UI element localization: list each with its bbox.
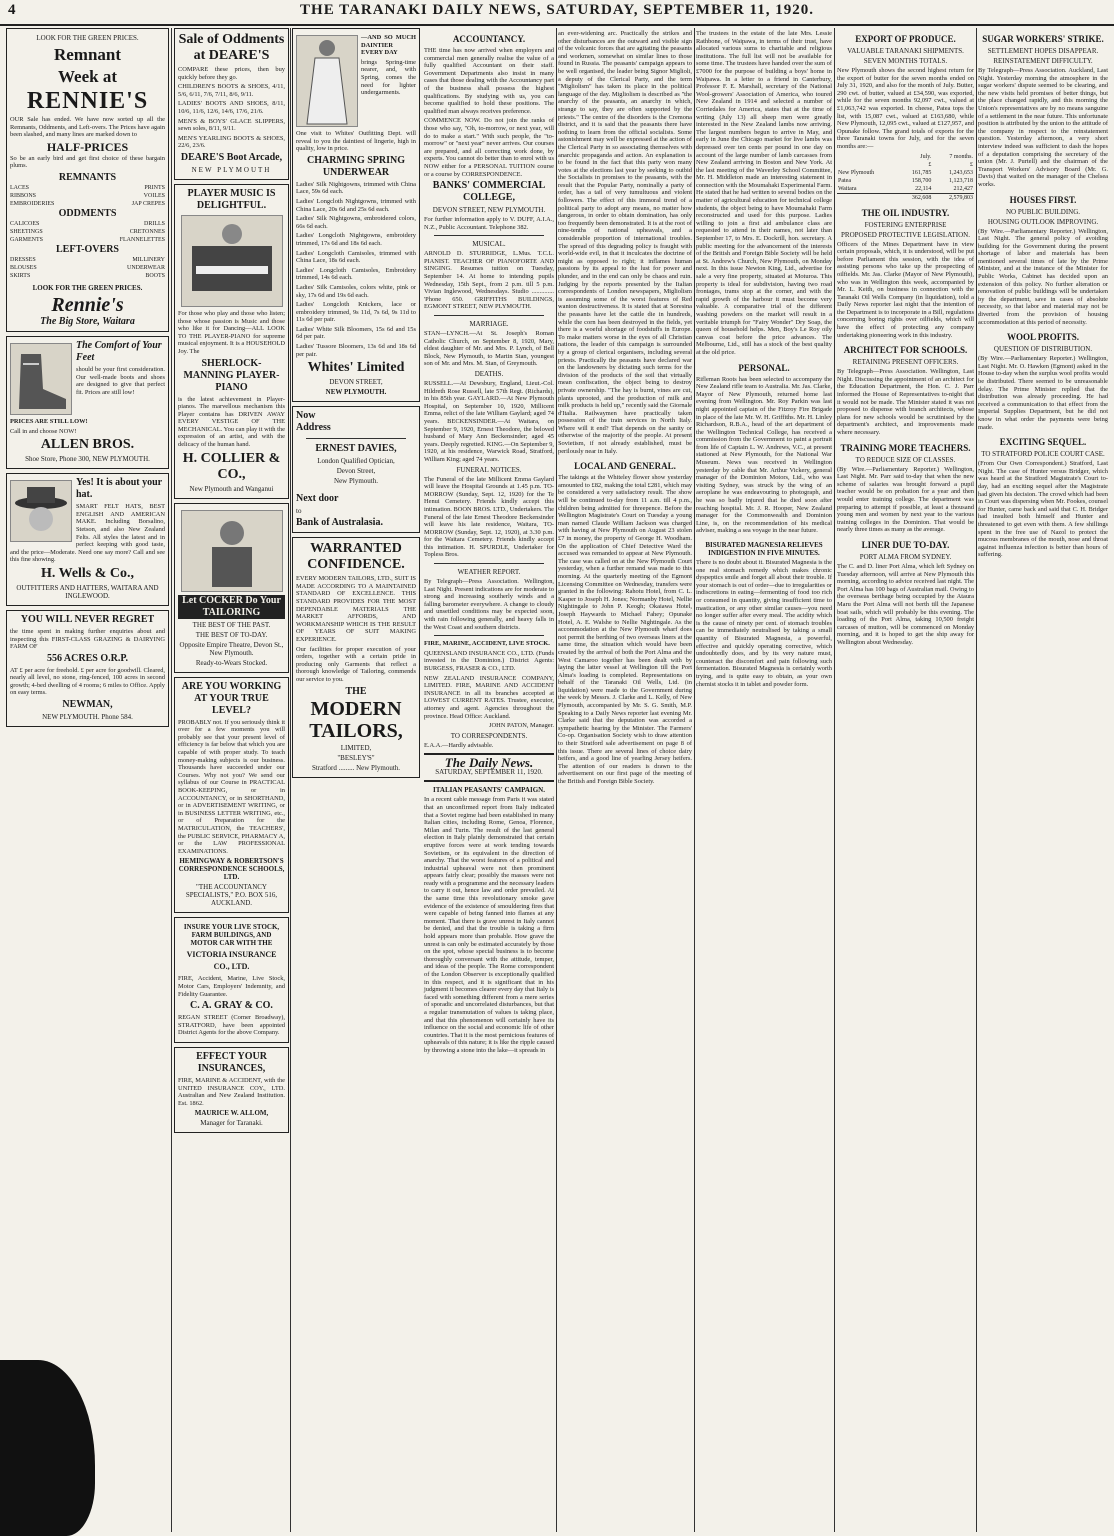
sugar-body: By Telegraph—Press Association. Auckland, Last Night. Yesterday morning the atmosphere in the sugar workers' dispute seemed to be clearing, and the new visits held promises of better things, but the place changed rapidly, and this morning the Union's representatives are by no means sanguine of a settlement in the near future. This unfortunate position is attributed by the union to the attitude of the company in respect to the reinstatement question. Yesterday afternoon, a very short interview indeed was sufficient to dash the hopes of a deputation comprising the secretary of the union (Mr. J. Purtell) and the chairman of the Transport Workers' Advisory Board (Mr. G. Davis) that waited on the manager of the Chelsea works. [978,67,1108,188]
farm-rest: AT £ per acre for freehold. £ per acre for goodwill. Cleared, nearly all level, no stone, ring-fenced, 100 acres in second growth; 4-bed dwelling of 4 rooms; 6 miles to Office. Apply on easy terms. [10,666,165,697]
remnant-row: RIBBONS VOILES [10,192,165,199]
deaths-head: DEATHS. [474,370,504,378]
hat-man-icon [11,481,71,541]
hats-firm: H. Wells & Co., [40,565,135,581]
masthead-title: THE TARANAKI DAILY NEWS, SATURDAY, SEPTEMBER 11, 1920. [300,2,814,18]
column-rule [694,28,695,1532]
column-3 [292,28,554,1536]
victoria-agent: C. A. GRAY & CO. [190,1000,273,1012]
liner-head: LINER DUE TO-DAY. [861,539,950,550]
rennies-intro: LOOK FOR THE GREEN PRICES. [36,34,139,42]
houses-sub: NO PUBLIC BUILDING. [1005,207,1081,216]
wells-advertisement [6,473,169,606]
weather-body: By Telegraph—Press Association. Wellington, Last Night. Present indications are for moderate to strong and increasing southerly winds and a falling barometer everywhere. A change to cloudy and unsettled conditions may be expected soon, with rain following generally, and heavy falls in the West Coast and southern districts. [424,578,554,631]
musical-head: MUSICAL. [472,240,506,249]
oddments-title: ODDMENTS [58,207,117,219]
rennies-outro: LOOK FOR THE GREEN PRICES. [32,283,143,292]
davies-street: Devon Street, [336,467,376,476]
rennies-half-prices: HALF-PRICES [46,139,129,154]
local-continued: The trustees in the estate of the late Mrs. Lessie Rathbone, of Waipawa, in terms of their trust, have allocated various sums to charitable and religious institutions. The full list will not be available for some time. The trustees have handed over the sum of £7000 for the purpose of building a boys' home in Waipawa. In a letter to a friend in Canterbury, Professor F. E. Marshall, secretary of the National Wool-growers' Association of America, who toured New Zealand in 1914 and selected a number of Corriedales for America, states that at the time of writing (July 13) all sheep men were greatly interested in the New Zealand lambs now arriving. The largest numbers begun to arrive in May, and early in June the Chicago market for live lambs was depressed over ten cents per pound in one day on account of the large number of lamb carcasses from New Zealand arriving in Boston and New York. At the last meeting of the Waverley School Committee, Mr. H. Middleton made an interesting statement in connection with the Moumahaki Experimental Farm. He stated that he had written to several bodies on the matter of agricultural education for technical college students, the object being to have Moumahaki Farm reconstructed and used for this purpose. Ladies willing to join a first aid ambulance class are requested to attend in their names, not later than September 17, to Mrs. E. Dockrill, hon. secretary. A public meeting for the advancement of the interests of the British and Foreign Bible Society will be held at St. Andrew's Church, New Plymouth, on Monday next. In this issue Newton King, Ltd., advertise for sale a very fine property, situated at Moturoa. This property is ideal for subdivision, having two road frontages, trams stop at the corner, and with the rapid growth of the harbour it must become very valuable. A comparative trial of the different washing powders on the market will result in a veritable triumph for "Fairy Wonder" Dry Soap, the queen of household helps. Men, Boy's Le Roy oily canvas coat before the price advances. The Melbourne, Ltd., still has a stock of the best quality at the old price. [696,30,832,356]
rennies-body: OUR Sale has ended. We have now sorted up all the Remnants, Oddments, and Left-overs. The Prices have again been slashed, and many lines are marked down to [10,116,165,139]
cocker-line4: Ready-to-Wears Stocked. [195,658,268,667]
whites-item: Ladies' Longcloth Knickers, lace or embroidery trimmed, 9s 11d, 7s 6d, 9s 11d to 11s 6d per pair. [296,301,416,324]
marriage-head: MARRIAGE. [469,320,509,329]
tailors-besleys: "BESLEY'S" [337,753,375,762]
oddment-row: CALICOES DRILLS [10,220,165,227]
magnesia-body: There is no doubt about it. Bisurated Magnesia is the one real stomach remedy which makes chronic dyspeptics smile and forget all about their trouble. If your stomach is out of order—due to irregularities or indiscretions in eating—fermenting of food too rich or consumed in quantity, giving insufficient time to mastication, or any other similar causes—you need no longer suffer after every meal. The acidity which is the cause of ninety per cent. of stomach troubles can be immediately neutralised by taking a small quantity of Bisurated Magnesia, a powerful, effective and quickly operating corrective, which undoubtedly does, and by its very nature must, counteract the discomfort and pain following such fermentation. Bisurated Magnesia is certainly worth trying, and is quite easy to obtain, as your own chemist stocks it in tablet and powder form. [696,559,832,688]
liner-sub: PORT ALMA FROM SYDNEY. [859,552,952,561]
rennies-name: RENNIE'S [26,88,149,114]
sugar-sub2: REINSTATEMENT DIFFICULTY. [993,57,1093,65]
davies-bank: Bank of Australasia. [296,517,383,529]
collier-advertisement [174,184,289,499]
accountancy-head: ACCOUNTANCY. [452,34,526,44]
column-1 [6,28,169,1536]
houses-body: (By Wire.—Parliamentary Reporter.) Wellington, Last Night. The general policy of avoiding building for the Government during the present shortage of labor and materials has been mentioned several times of late by the Prime Minister, and at the instance of the Minister for Public Works, Cabinet has decided upon an extension of this policy. No further alteration or renovation of public buildings will be undertaken by the department, save in cases of absolute necessity, so that labor and material may not be diverted from the provision of housing accommodation at this period of necessity. [978,227,1108,326]
davies-to: to [296,507,302,516]
tailors-towns: Stratford ......... New Plymouth. [311,763,401,772]
player-product: SHERLOCK-MANNING PLAYER-PIANO [183,357,280,393]
insurance-fire: FIRE, MARINE, ACCIDENT, LIVE STOCK. [424,640,550,648]
banks-address: DEVON STREET, NEW PLYMOUTH. [432,206,546,215]
architect-body: By Telegraph—Press Association. Wellington, Last Night. Discussing the appointment of an architect for the Education Department, the Hon. C. J. Parr informed the House of Representatives to-night that it would not be made. The Minister stated it was not proposed to dispense with branch architects, whose plans for new schools would be scrutinised by the department's architect, and improvements made where necessary. [837,368,974,436]
editorial-body: In a recent cable message from Paris it was stated that an unconfirmed report from Italy indicated that a Soviet regime had been established in many Italian cities, including Rome, Genoa, Florence, Milan and Turin. The result of the last general election in Italy plainly demonstrated that certain eruptive forces were at work tending towards Sovietism, or its equivalent in the direction of anarchy. That the worst features of a political and industrial upheaval were not then prominent appears fairly clear; possibly the masses were not ready with a programme and the necessary leaders to carry it out, hence law and order prevailed. At the same time this revolutionary smoke gave evidence of the existence of smouldering fires that were capable of being fanned into flames at any moment. That there is grave unrest in Italy cannot be denied, and that the trouble is taking a firm hold appears more than probable. How grave the unrest is can only be estimated accurately by those on the spot, whose special business is to become thoroughly conversant with the attitude, temper, and ideas of the people. The Rome correspondent of the London Observer is exceptionally qualified in this respect, and it is significant that in his judgment it becomes clearer every day that Italy is faced with something different from a mere series of sporadic and uncorrelated disturbances, but that a regular transmutation of values is taking place, and that this phenomenon will certainly have its influence on the social and economic life of other countries. That it is the most pernicious features of upheavals of this nature; it is like the ripple caused by throwing a stone into the lake—it spreads in [424,796,554,1054]
warranted-title: WARRANTED [310,541,402,557]
modern-tailors-advertisement [292,537,420,777]
cocker-title: Let COCKER Do Your TAILORING [178,595,285,619]
lady-illustration [296,35,358,127]
hats-body: SMART FELT HATS, BEST ENGLISH AND AMERICAN MAKE. Including Borsalino, Stetson, and also New Zealand Felts. All styles the latest and in perfect keeping with good taste, and the price—Moderate. Need one say more? Call and see this fine showing. [10,503,165,564]
wool-head: WOOL PROFITS. [1006,332,1079,343]
editorial-paper-title: The Daily News. [444,755,534,771]
whites-item: Ladies' Silk Nightgowns, trimmed with China Lace, 59s 6d each. [296,180,416,196]
editorial-head: ITALIAN PEASANTS' CAMPAIGN. [433,786,545,795]
hemingway-advertisement [174,677,289,914]
banks-head: BANKS' COMMERCIAL COLLEGE, [432,180,546,204]
oddment-row: SHEETINGS CRETONNES [10,228,165,235]
victoria-agent-body: REGAN STREET (Corner Broadway), STRATFORD, have been appointed District Agents for the above Company. [178,1014,285,1037]
warranted-confidence: CONFIDENCE. [307,557,405,573]
leftover-row: BLOUSES UNDERWEAR [10,264,165,271]
sugar-sub: SETTLEMENT HOPES DISAPPEAR. [987,47,1099,55]
rennies-store-name: Rennie's [51,293,124,316]
warranted-body2: Our facilities for proper execution of your orders, together with a certain pride in producing only Garments that reflect a thorough knowledge of Tailoring, commends our service to you. [296,645,416,683]
architect-sub: RETAINING PRESENT OFFICERS. [852,358,959,367]
remnants-title: REMNANTS [58,171,117,183]
correspondents-body: E.A.A.—Hardly advisable. [424,741,494,749]
davies-advertisement [292,406,420,533]
deares-title: Sale of Oddments at DEARE'S [178,32,285,63]
farm-agent: NEWMAN, [62,699,113,711]
rennies-store-tag: The Big Store, Waitara [40,315,135,327]
hats-headline: Yes! It is about your hat. [76,477,162,501]
lady-figure-icon [297,36,357,126]
collier-town: New Plymouth and Wanganui [189,484,274,493]
cocker-advertisement [174,503,289,673]
whites-item: Ladies' Silk Nightgowns, embroidered colors, 66s 6d each. [296,215,416,230]
piano-illustration [181,215,283,307]
whites-item: Ladies' Tussore Bloomers, 13s 6d and 18s 6d per pair. [296,343,416,358]
player-body: For those who play and those who listen; those whose passion is Music and those who like it for Dancing—ALL LOOK TO THE PLAYER-PIANO for supreme musical enjoyment. It is a HOUSEHOLD Joy. The [178,309,285,355]
teachers-sub: TO REDUCE SIZE OF CLASSES. [855,455,956,464]
boot-illustration [10,343,72,415]
united-headline: EFFECT YOUR INSURANCES, [196,1050,267,1074]
deares-intro: COMPARE these prices, then buy quickly before they go. [178,66,285,81]
sequel-sub: TO STRATFORD POLICE COURT CASE. [981,450,1105,459]
column-7 [978,28,1108,1536]
whites-item: Ladies' Longcloth Nightgowns, trimmed with China Lace, 20s 6d and 25s 6d each. [296,197,416,213]
rennies-advertisement [6,28,169,332]
masthead [0,0,1114,26]
divider [434,563,544,564]
produce-sub: VALUABLE TARANAKI SHIPMENTS. [847,47,964,55]
deaths-body: RUSSELL.—At Dewsbury, England, Lieut.-Col. Hildreth Rose Russell, late 57th Regt. (Richards), in his 85th year. GAYLARD.—At New Plymouth Hospital, on September 10, 1920, Millicent Emma, relict of the late William Gaylard; aged 74 years. BECKENSINDER.—At Waitara, on September 9, 1920, Ernest Theodore, the beloved husband of Mary Ann Beckensinder; aged 45 years. Deeply regretted. KING.—On September 9, 1920, at his residence, Warwick Road, Stratford, William King; aged 74 years. [424,380,554,463]
whites-firm: Whites' Limited [307,360,405,376]
insurance-queensland: QUEENSLAND INSURANCE CO., LTD. (Funds invested in the Dominion.) District Agents: BURGESS, FRASER & CO., LTD. [424,649,554,672]
davies-now: Now [296,410,316,422]
weather-head: WEATHER REPORT. [457,568,521,577]
remnant-row: EMBROIDERIES JAP CREPES [10,200,165,207]
houses-head: HOUSES FIRST. [1009,194,1077,205]
column-rule [834,28,835,1532]
deares-firm: DEARE'S Boot Arcade, [180,151,283,163]
column-6 [837,28,974,1536]
whites-street: DEVON STREET, [329,378,383,387]
sequel-head: EXCITING SEQUEL. [999,437,1087,448]
united-advertisement [174,1047,289,1133]
allen-bros-advertisement [6,336,169,469]
leftover-row: SKIRTS BOOTS [10,272,165,279]
leftover-row: DRESSES MILLINERY [10,256,165,263]
divider [306,438,406,439]
column-rule [976,28,977,1532]
boots-headline: The Comfort of Your Feet [76,339,162,363]
davies-next: Next door [296,493,339,505]
whites-visit: One visit to Whites' Outfitting Dept. will reveal to you the daintiest of lingerie, high in quality, low in price. [296,130,416,153]
davies-tag: London Qualified Optician, [317,457,395,466]
boots-address: Shoe Store, Phone 300, NEW PLYMOUTH. [25,455,150,464]
rennies-remnant: Remnant [53,45,122,64]
hats-tag: OUTFITTERS AND HATTERS, WAITARA AND INGLEWOOD. [16,583,159,600]
whites-item: Ladies' Longcloth Camisoles, Embroidery trimmed, 14s 6d each. [296,266,416,282]
victoria-headline: INSURE YOUR LIVE STOCK, FARM BUILDINGS, AND MOTOR CAR WITH THE [183,923,280,948]
hemingway-headline: ARE YOU WORKING AT YOUR TRUE LEVEL? [181,680,282,716]
correspondents-head: TO CORRESPONDENTS. [450,731,528,740]
davies-name: ERNEST DAVIES, [315,443,397,455]
teachers-head: TRAINING MORE TEACHERS. [840,442,971,453]
farm-body: the time spent in making further enquiries about and inspecting this FIRST-CLASS GRAZING & DAIRYING FARM OF [10,627,165,651]
musical-body: ARNOLD D. STURRIDGE, L.Mus. T.C.L. PIANIST. TEACHER OF PIANOFORTE AND SINGING. Resumes tuition on Tuesday, September 14. At home to intending pupils Wednesday, 15th Sept., from 2 p.m. till 5 p.m. Vivian Inglewood, Wednesdays. Studio .............. 'Phone 650. GRIFFITHS BUILDINGS, EGMONT STREET, NEW PLYMOUTH. [424,250,554,311]
farm-acres: 556 ACRES O.R.P. [46,652,129,664]
united-agent: MAURICE W. ALLOM, [194,1109,269,1118]
teachers-body: (By Wire.—Parliamentary Reporter.) Wellington, Last Night. Mr. Parr said to-day that when the new scheme of salaries was brought forward a pupil teacher would be on probation for a year and then would enter training college. The department was preparing to attempt if possible, at least a thousand young men and women by next year to the various training colleges in the Dominion. That would be nearly three times as many as the average. [837,465,974,534]
banks-info: For further information apply to V. DUFF, A.I.A., N.Z., Public Accountant. Telephone 382. [424,216,554,231]
produce-sub2: SEVEN MONTHS TOTALS. [863,57,948,65]
boot-icon [11,344,71,414]
column-3-left [292,28,420,782]
victoria-firm: VICTORIA INSURANCE CO., LTD. [186,950,277,972]
wool-sub: QUESTION OF DISTRIBUTION. [993,345,1093,354]
funeral-body: The Funeral of the late Millicent Emma Gaylard will leave the Hospital Grounds at 1.45 p.m. TO-MORROW (Sunday, Sept. 12, 1920) for the Te Henui Cemetery. Friends kindly accept this intimation. BOON BROS. LTD., Undertakers. The Funeral of the late Ernest Theodore Beckensinder will leave his late residence, Waitara, TO-MORROW (Sunday, Sept. 12, 1920), at 3.30 p.m. for the Waitara Cemetery. Friends kindly accept this intimation. H. SPURDLE, Undertaker for Topless Bros. [424,475,554,559]
whites-intro: brings Spring-time nearer, and, with Spring, comes the need for lighter undergarments. [361,58,416,97]
deares-town: NEW PLYMOUTH [191,165,272,174]
whites-title: CHARMING SPRING UNDERWEAR [306,154,406,178]
deares-advertisement [174,28,289,180]
local-general-body: The takings at the Whiteley flower show yesterday amounted to £82, making the total £281, which may be considered a very satisfactory result. The show will be continued to-day from 11 a.m. till 4 p.m., children being admitted for threepence. Before the Wellington Magistrate's Court on Tuesday a young man named Claude William Jackson was charged with having at New Plymouth on August 23 stolen £7 in money, the property of George H. Woodham. On the application of Chief Detective Ward the accused was remanded to appear at New Plymouth. The case was called on at the New Plymouth Court yesterday, when a further remand was made to this morning. At the quarterly meeting of the Egmont Licensing Committee on Wednesday, transfers were granted in the following: Rahotu Hotel, from C. L. Kasper to Joseph H. Jones; Normanby Hotel, Nellie Nightingale to John P. Keogh; Okaiawa Hotel, Joseph Haywards to Michael Fahey; Opunake Hotel, A. E. Walshe to Nellie Nightingale. As the accommodation at the New Plymouth wharf does not permit the berthing of two overseas liners at the same time, the situation which would have been created by the arrival of both the Port Alma and the West Camaroo together has been dealt with by laying the latter vessel at Wellington till the Port Alma's loading is completed. Representations on behalf of the Taranaki Oil Wells, Ltd. (in liquidation) were made to the Government during the week by Messrs. J. Clarke and L. Kelly, of New Plymouth, accompanied by Mr. S. G. Smith, M.P. Speaking to a Daily News reporter last evening Mr. Clarke said that the deputation was accorded a sympathetic hearing by the Minister. The Farmers' Co-op. Organisation Society wish to draw attention to their Stratford sale advertisement on page 8 of this issue. There are several lines of choice dairy heifers, and a good line of yearling Jersey heifers. The attention of our readers is drawn to the advertisement on our first page of the meeting of the British and Foreign Bible Society. [558,474,692,785]
boots-prices: PRICES ARE STILL LOW! [10,417,88,425]
deares-line: CHILDREN'S BOOTS & SHOES, 4/11, 5/6, 6/11, 7/6, 7/11, 8/6, 9/11. [178,83,285,98]
davies-address: Address [296,422,331,434]
cocker-line3: Opposite Empire Theatre, Devon St., New Plymouth. [179,640,284,657]
whites-town: NEW PLYMOUTH. [325,388,387,397]
victoria-advertisement [174,917,289,1043]
cocker-line2: THE BEST OF TO-DAY. [195,630,268,639]
whites-item: Ladies' White Silk Bloomers, 15s 6d and 15s 6d per pair. [296,325,416,341]
piano-icon [182,216,282,306]
boots-firm: ALLEN BROS. [40,437,135,453]
player-title: PLAYER MUSIC IS DELIGHTFUL. [187,187,276,211]
hemingway-body: PROBABLY not. If you seriously think it over for a few moments you will probably see that your present level of efficiency is far below that which you are capable of with proper study. To teach money-making subjects is our business. Thousands have succeeded under our Courses. Why not you? We send our syllabus of our Course in PRACTICAL BOOK-KEEPING, or in ACCOUNTANCY, or in SHORTHAND, or in ADVERTISEMENT WRITING, or in BUSINESS LETTER WRITING, etc., or of Preparation for the MATRICULATION, the TEACHERS', the PUBLIC SERVICE, PHARMACY A, or the LAW PROFESSIONAL EXAMINATIONS. [178,718,285,855]
rennies-half-note: So be an early bird and get first choice of these bargain plums. [10,154,165,170]
liner-body: The C. and D. liner Port Alma, which left Sydney on Tuesday afternoon, will arrive at New Plymouth this morning, according to advice received last night. The Port Alma has 100 bags of Australian mail. Owing to the overseas berthage being occupied by the Ataura Maru the Port Alma will not berth till the Japanese boat sails, which will probably be this evening. The loading of the Port Alma, taking 10,500 freight carcases of mutton, will be commenced on Monday morning, and it is hoped to get the ship away for Wellington about Wednesday. [837,562,974,646]
wool-body: (By Wire.—Parliamentary Reporter.) Wellington, Last Night. Mr. O. Hawken (Egmont) asked in the House to-day when the surplus wool profits would be distributed. There seemed to be unreasonable delay. The Prime Minister replied that the distribution was already proceeding. He had received a communication to that effect from the Imperial Supplies Department, but he did not know in what order the payments were being made. [978,355,1108,431]
cocker-line1: THE BEST OF THE PAST. [192,620,271,629]
table-row: Waitara 22,114 212,427 [838,185,973,192]
table-row: New Plymouth 161,785 1,243,653 [838,169,973,176]
collier-firm: H. COLLIER & CO., [182,450,281,482]
produce-body: New Plymouth shows the second highest return for the export of butter for the seven months ended on July 31, 1920, and also for the month of July. Butter, 290 cwt. of butter, valued at £34,590, was exported, while for the seven months 92,097 cwt., valued at £1,063,742 was exported. In cheese, Patea tops the list, with 15,087 cwt., valued at £163,680, while New Plymouth, 12,095 cwt., valued at £127,957, and Opunake follow. The grand totals of exports for the three Taranaki towns for July, and for the seven months are:— [837,67,974,150]
column-4 [558,28,692,1536]
editorial-continued: an ever-widening arc. Practically the strikes and other disturbances are the outward and visible sign of the volcanic forces that are agitating the peasants and workmen, somewhat on similar lines to those found in Russia. The peasants' campaign appears to be well organised, the leader being Signor Miglioli, a deputy of the Clerical Party, and the term "Migliolism" has taken its place in the political language of the day. Migliolism is described as "the anarchy of the peasants, an anarchy in which, strange to say, they are often supported by the priests." The centre of the disorders is the Cremona district, and it is said that the peasants there have nothing to learn from the official socialists. Some astonishment may well be expressed at the action of the Clerical Party in so associating themselves with anarchic propaganda and action. An explanation is to be found in the fact that this party won many votes at the elections last year by seeking to outbid the Socialists in promises to the peasants, with the result that the Popular Party, nominally a party of order, has a tail of very tumultuous and violent followers. The effect of this immoral trend of a political party to adopt any means, no matter how dangerous, in order to obtain domination, has only too frequently been demonstrated. It is at the root of nine-tenths of national upheavals, and a considerable proportion of international troubles. The spread of this degrading policy is fraught with world-wide evil, in that it inculcates the doctrine of might as opposed to right; it inflames human passions by its appeal to the lust for power and plunder, and in the end can only be chaos and ruin. Judging by the reports presented by the Italian correspondents of London newspapers, Migliolism is assuming some of the worst features of Red wanton destructiveness. It is stated that at Soresina the peasants have let the cattle die in hundreds, while the corn has been destroyed in the fields, yet there is a woeful shortage of foodstuffs in Europe. To make matters worse in the eyes of all Christian nations, the leader of this campaign is surrounded by a group of clerical organisers, including several priests. Practically the peasants have declared war on the landowners by dictating such terms for the division of the products of the soil that virtually mean confiscation, the object being to destroy private ownership. "The hay is burnt, vines are cut, plants uprooted, and the production of milk and milk products is held up," recently said the Giornale d'Italia. Railwaymen have practically taken possession of the train services in North Italy. Where will it end? That depends on the sanity or otherwise of the majority of the people. At present Sovietism, if not already established, must be perilously near in Italy. [558,30,692,455]
farm-agent-tag: NEW PLYMOUTH. Phone 584. [42,713,133,722]
tailor-illustration [181,510,283,592]
farm-advertisement [6,610,169,727]
accountancy-body2: COMMENCE NOW. Do not join the ranks of those who say, "Oh, to-morrow, or next year, will do to make a start." With such people, the "to-morrow" or "next year" never arrives. Our courses are prepared, and all correcting work done, by experts. You cannot do better than to enrol with us NOW either for a PERSONAL TUITION course or a course by CORRESPONDENCE. [424,117,554,178]
remnant-row: LACES PRINTS [10,184,165,191]
insurance-manager: JOHN PATON, Manager. [489,722,554,730]
table-unit-row: £ £ [928,161,973,168]
oil-sub2: PROPOSED PROTECTIVE LEGISLATION. [841,230,970,239]
whites-item: Ladies' Silk Camisoles, colors white, pink or sky, 17s 6d and 19s 6d each. [296,283,416,299]
whites-advertisement [292,28,420,402]
column-rule [171,28,172,1532]
united-agent-tag: Manager for Taranaki. [200,1119,263,1128]
deares-line: MEN'S YEARLING BOOTS & SHOES, 22/6, 23/6. [178,134,285,150]
whites-item: Ladies' Longcloth Nightgowns, embroidery trimmed, 17s 6d and 18s 6d each. [296,232,416,247]
hemingway-firm: HEMINGWAY & ROBERTSON'S CORRESPONDENCE SCHOOLS, LTD. [178,857,285,882]
column-rule [556,28,557,1532]
boots-body: should be your first consideration. Our well-made boots and shoes are designed to give that perfect fit. Prices are still low! [76,365,165,396]
column-3-right [424,28,554,1057]
divider [434,235,544,236]
sugar-head: SUGAR WORKERS' STRIKE. [982,34,1104,44]
column-5 [696,28,832,1536]
table-header-row: July. 7 months. [920,153,973,160]
victoria-body: FIRE, Accident, Marine, Live Stock, Motor Cars, Employers' Indemnity, and Fidelity Guarantee. [178,975,285,998]
tailor-icon [182,511,282,591]
accountancy-body: THE time has now arrived when employers and commercial men generally realise the value of a fully qualified Accountant on their staff. Government Departments also insist in many cases that those dealing with the Accountancy part of the business shall possess the highest qualifications. By studying with us, you can become qualified to hold these positions. The qualified man always receives preference. [424,47,554,115]
player-body2: is the latest achievement in Player-pianos. The marvellous mechanism this Player contains has DRIVEN AWAY EVERY VESTIGE OF THE MECHANICAL. You can play it with the expression of an artist, and with the delicacy of the human hand. [178,395,285,449]
oil-head: THE OIL INDUSTRY. [861,207,950,218]
united-body: FIRE, MARINE & ACCIDENT, with the UNITED INSURANCE COY., LTD. Australian and New Zealand Institution. Est. 1862. [178,1076,285,1107]
sequel-body: (From Our Own Correspondent.) Stratford, Last Night. The case of Hunter versus Bridger, which was heard at the Stratford Magistrate's Court to-day, had an exciting sequel after the Magistrate had given his decision. The crowd which had been in Court was dispersing when Mr. Fookes, counsel for Hunter, came back and said that C. H. Bridger had insulted both himself and Hunter and threatened to get even with them. A few shillings spent in the free use of Nazol to protect the mucous membranes of the mouth, nose and throat against influenza infection is better than hours of suffering. [978,460,1108,559]
marriage-body: STAN—LYNCH.—At St. Joseph's Roman Catholic Church, on September 8, 1920, Mary, eldest daughter of Mr. and Mrs. P. Lynch, of Bell Block, New Plymouth, to Martin Stan, youngest son of Mr. and Mrs. M. Stan, of Greymouth. [424,330,554,368]
boots-call: Call in and choose NOW! [10,427,77,435]
houses-sub2: HOUSING OUTLOOK IMPROVING. [987,217,1099,226]
table-total-row: 362,608 2,579,803 [837,193,974,202]
produce-head: EXPORT OF PRODUCE. [855,34,956,44]
oil-sub: FOSTERING ENTERPRISE [864,220,947,229]
tailors-the: THE [345,685,367,697]
tailors-modern: MODERN [310,697,402,720]
rennies-week: Week at [57,67,118,86]
personal-head: PERSONAL. [738,362,790,373]
warranted-body: EVERY MODERN TAILORS, LTD., SUIT IS MADE ACCORDING TO A MAINTAINED STANDARD OF EXCELLENCE. THIS STANDARD PROVIDES FOR THE MOST DEPENDABLE MATERIALS THE MARKET AFFORDS, AND WORKMANSHIP WHICH IS THE RESULT OF YEARS OF SUIT MAKING EXPERIENCE. [296,575,416,643]
column-rule [290,28,291,1532]
page-number: 4 [8,2,16,18]
editorial-date: SATURDAY, SEPTEMBER 11, 1920. [435,768,543,777]
local-general-head: LOCAL AND GENERAL. [574,461,676,472]
hemingway-tag: "THE ACCOUNTANCY SPECIALISTS," P.O. BOX 516, AUCKLAND. [185,883,278,908]
whites-item: Ladies' Longcloth Camisoles, trimmed with China Lace, 18s 6d each. [296,249,416,265]
oil-body: Officers of the Mines Department have in view certain proposals, which, it is understood, will be put before Parliament this session, with the idea of assisting persons who take up the prospecting of oilfields. Mr. Jas. Clarke (Mayor of New Plymouth), who was in Wellington this week, accompanied by Mr. L. Keith, on business in connection with the Taranaki Oil Wells Company (in liquidation), told a Daily News reporter last night that the intention of the Department is to incorporate in a Bill, regulations concerning boring rights over oilfields, which will have the effect of protecting any company undertaking pioneering work in this industry. [837,240,974,339]
farm-headline: YOU WILL NEVER REGRET [20,613,155,625]
deares-line: MEN'S & BOYS' GLACE SLIPPERS, sewn soles, 8/11, 9/11. [178,117,285,133]
export-totals-table [837,153,974,202]
column-2 [174,28,289,1536]
table-row: Patea 158,700 1,123,718 [838,177,973,184]
magnesia-head: BISURATED MAGNESIA RELIEVES INDIGESTION IN FIVE MINUTES. [705,541,823,557]
hat-illustration [10,480,72,542]
deares-line: LADIES' BOOTS AND SHOES, 8/11, 10/6, 11/6, 12/6, 14/6, 17/6, 21/6. [178,100,285,115]
personal-body: Rifleman Roots has been selected to accompany the New Zealand rifle team to Australia. Mr. Jas. Clarke, Mayor of New Plymouth, returned home last evening from Wellington. Mr. Roy Parkin was last night appointed captain of the Fitzroy Fire Brigade in place of the late Mr. W. H. Griffiths. Mr. H. Linley Richardson, R.B.A., head of the art department of the Wellington Technical College, has received a commission from the Government to paint a portrait from life of Captain L. W. Andrews, V.C., at present stationed at New Plymouth, for the National War Museum. News was received in Wellington yesterday by cable that Mr. Arthur Vickery, general manager of the Dominion Motors, Ltd., who was visiting Sydney, was struck by the wing of an aeroplane he was endeavouring to photograph, and he was so badly injured that he died soon after reaching hospital. Mr. J. R. Hooper, New Zealand manager for the Commonwealth and Dominion Line, is, on the recommendation of his medical adviser, making a sea voyage in the near future. [696,375,832,535]
whites-and-so: —AND SO MUCH DAINTIER EVERY DAY [361,34,416,57]
architect-head: ARCHITECT FOR SCHOOLS. [843,345,968,356]
insurance-nz: NEW ZEALAND INSURANCE COMPANY, LIMITED. FIRE, MARINE AND ACCIDENT INSURANCE in all its branches accepted at LOWEST CURRENT RATES. Trustee, executor, attorney and agent. Agencies throughout the province. Head Office: Auckland. [424,674,554,720]
tailors-limited: LIMITED, [340,743,372,752]
funeral-head: FUNERAL NOTICES. [456,465,522,474]
tailors-tailors: TAILORS, [309,719,403,742]
divider [434,315,544,316]
divider [434,635,544,636]
leftovers-title: LEFT-OVERS [56,243,119,255]
oddment-row: GARMENTS FLANNELETTES [10,236,165,243]
davies-town: New Plymouth. [334,477,378,486]
divider [424,780,554,782]
